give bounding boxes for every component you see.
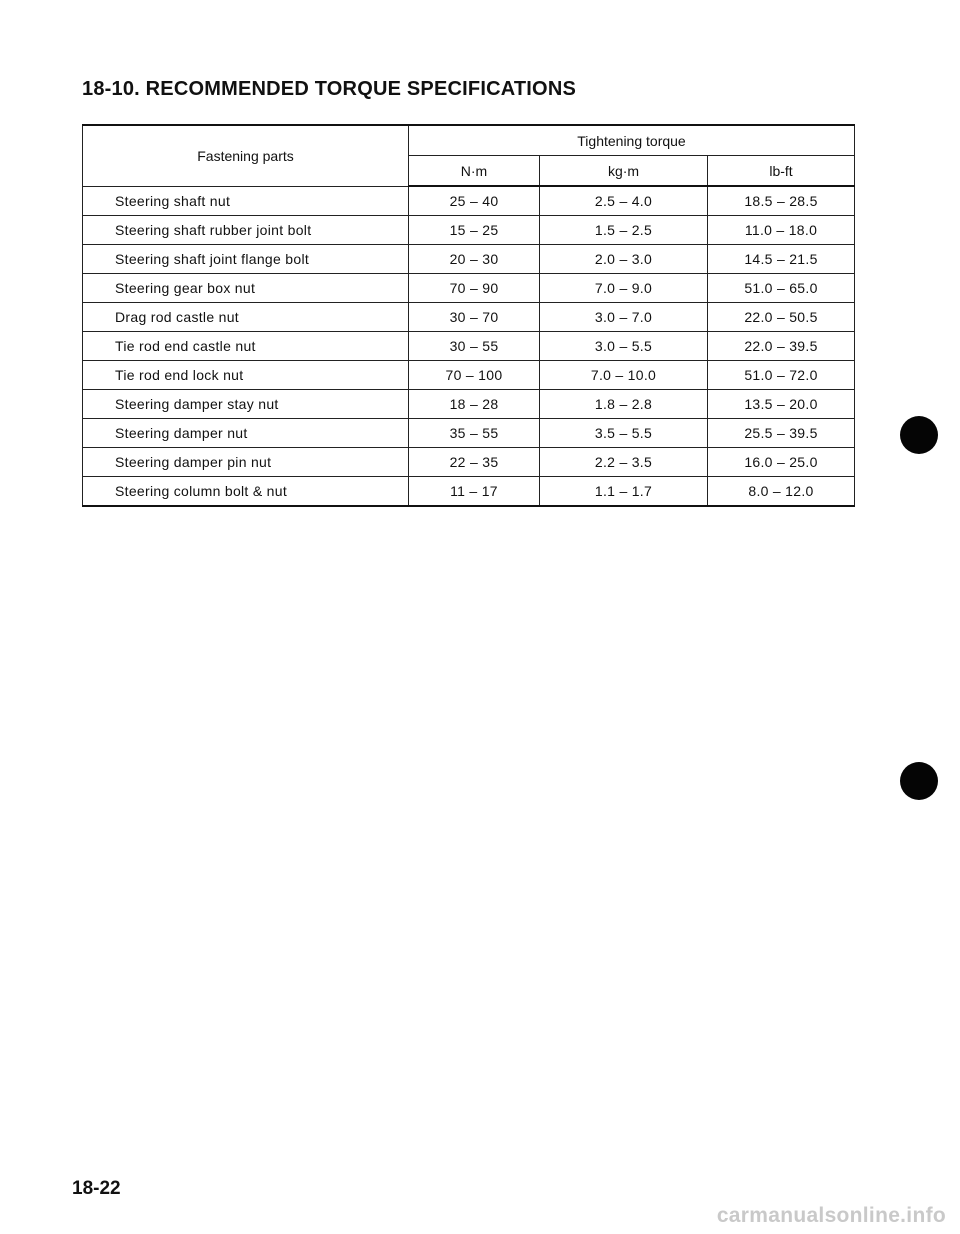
cell-nm: 15 – 25 (409, 216, 540, 245)
cell-part: Steering damper pin nut (83, 448, 409, 477)
header-tightening-torque: Tightening torque (409, 125, 855, 156)
table-row (83, 186, 855, 216)
header-fastening-parts: Fastening parts (83, 125, 409, 186)
cell-part: Steering damper stay nut (83, 390, 409, 419)
header-unit-kgm: kg·m (540, 156, 708, 187)
cell-lbft: 16.0 – 25.0 (708, 448, 855, 477)
cell-kgm: 3.0 – 7.0 (540, 303, 708, 332)
binder-hole-dot (900, 416, 938, 454)
cell-nm: 30 – 70 (409, 303, 540, 332)
cell-lbft: 14.5 – 21.5 (708, 245, 855, 274)
cell-lbft: 8.0 – 12.0 (708, 477, 855, 507)
cell-lbft: 13.5 – 20.0 (708, 390, 855, 419)
cell-part: Tie rod end lock nut (83, 361, 409, 390)
cell-part: Tie rod end castle nut (83, 332, 409, 361)
cell-part: Drag rod castle nut (83, 303, 409, 332)
cell-nm: 22 – 35 (409, 448, 540, 477)
cell-lbft: 22.0 – 50.5 (708, 303, 855, 332)
table-row (83, 477, 855, 507)
cell-nm: 30 – 55 (409, 332, 540, 361)
cell-nm: 70 – 100 (409, 361, 540, 390)
cell-kgm: 1.5 – 2.5 (540, 216, 708, 245)
cell-lbft: 22.0 – 39.5 (708, 332, 855, 361)
cell-kgm: 3.0 – 5.5 (540, 332, 708, 361)
table-row (83, 274, 855, 303)
cell-kgm: 1.1 – 1.7 (540, 477, 708, 507)
table-row (83, 332, 855, 361)
cell-lbft: 11.0 – 18.0 (708, 216, 855, 245)
page-number: 18-22 (72, 1178, 121, 1199)
table-row (83, 245, 855, 274)
binder-hole-dot (900, 762, 938, 800)
cell-kgm: 3.5 – 5.5 (540, 419, 708, 448)
cell-lbft: 25.5 – 39.5 (708, 419, 855, 448)
table-row (83, 303, 855, 332)
table-row (83, 419, 855, 448)
cell-nm: 11 – 17 (409, 477, 540, 507)
table-header-row (83, 125, 855, 156)
cell-kgm: 7.0 – 10.0 (540, 361, 708, 390)
table-row (83, 216, 855, 245)
section-title: 18-10. RECOMMENDED TORQUE SPECIFICATIONS (82, 78, 576, 100)
torque-spec-table (82, 124, 855, 507)
cell-nm: 18 – 28 (409, 390, 540, 419)
cell-part: Steering column bolt & nut (83, 477, 409, 507)
cell-part: Steering damper nut (83, 419, 409, 448)
table-row (83, 361, 855, 390)
cell-nm: 20 – 30 (409, 245, 540, 274)
cell-part: Steering gear box nut (83, 274, 409, 303)
cell-part: Steering shaft rubber joint bolt (83, 216, 409, 245)
cell-kgm: 7.0 – 9.0 (540, 274, 708, 303)
cell-nm: 70 – 90 (409, 274, 540, 303)
watermark-text: carmanualsonline.info (716, 1204, 946, 1227)
cell-lbft: 51.0 – 65.0 (708, 274, 855, 303)
cell-nm: 25 – 40 (409, 186, 540, 216)
cell-nm: 35 – 55 (409, 419, 540, 448)
cell-kgm: 2.5 – 4.0 (540, 186, 708, 216)
cell-lbft: 18.5 – 28.5 (708, 186, 855, 216)
cell-part: Steering shaft nut (83, 186, 409, 216)
cell-kgm: 2.0 – 3.0 (540, 245, 708, 274)
header-unit-lbft: lb-ft (708, 156, 855, 187)
cell-part: Steering shaft joint flange bolt (83, 245, 409, 274)
table-row (83, 448, 855, 477)
cell-kgm: 2.2 – 3.5 (540, 448, 708, 477)
cell-lbft: 51.0 – 72.0 (708, 361, 855, 390)
header-unit-nm: N·m (409, 156, 540, 187)
cell-kgm: 1.8 – 2.8 (540, 390, 708, 419)
table-row (83, 390, 855, 419)
